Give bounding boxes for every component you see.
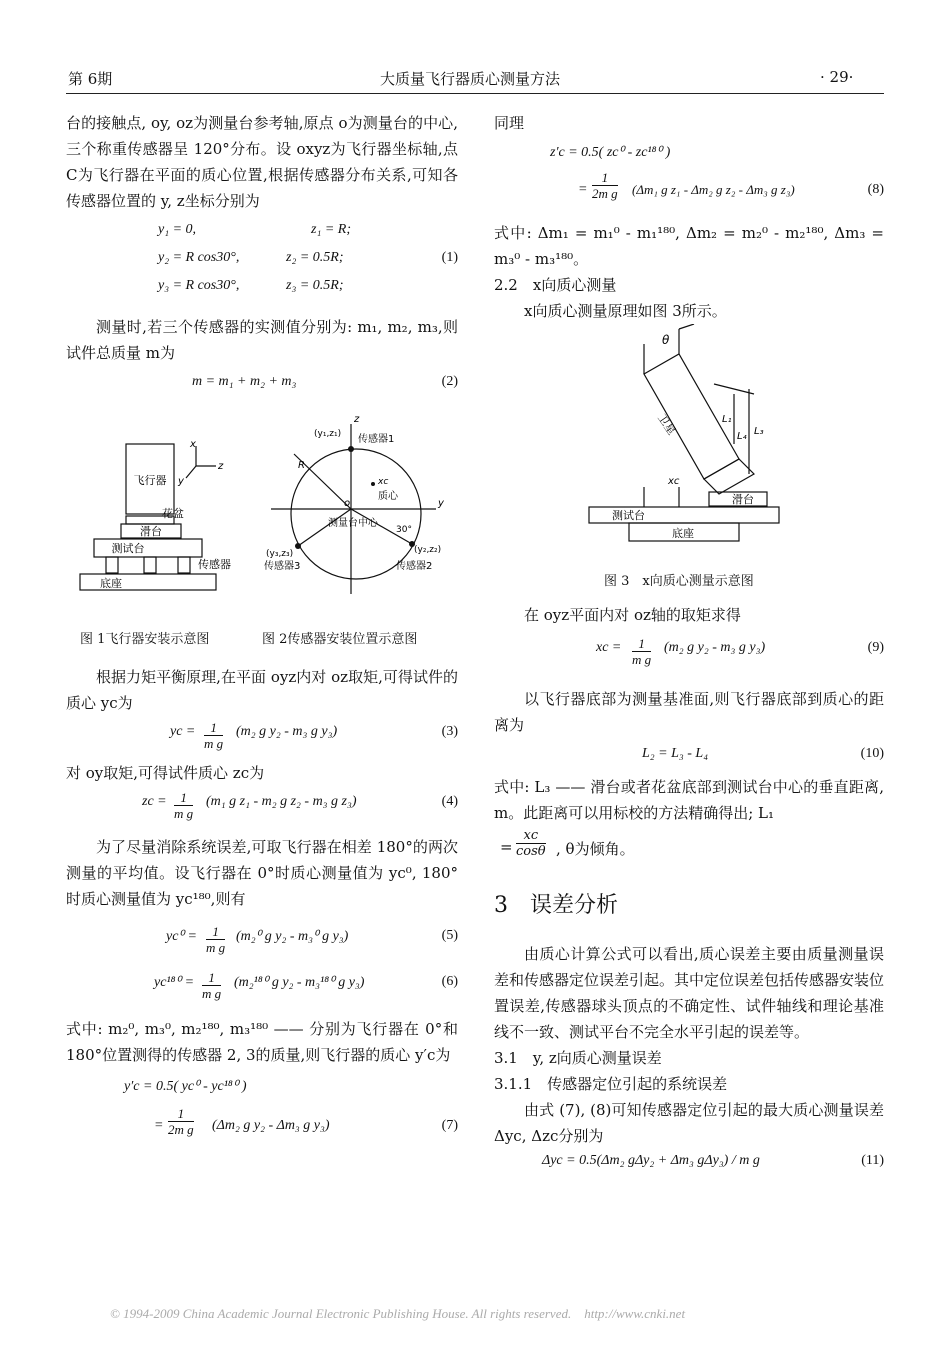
- fig3-theta: θ: [662, 333, 670, 347]
- eq6-number: (6): [441, 974, 458, 989]
- left-paragraph-5: 为了尽量消除系统误差,可取飞行器在相差 180°的两次测量的平均值。设飞行器在 0°时质心测量值为 yc⁰, 180°时质心测量值为 yc¹⁸⁰,则有: [66, 838, 458, 908]
- sensor-3-dot: [295, 543, 301, 549]
- eq4-den: m g: [174, 806, 194, 821]
- fig1-aircraft-label: 飞行器: [133, 474, 167, 487]
- issue-label: 第 6期: [68, 70, 113, 88]
- fig2-angle: 30°: [396, 525, 412, 535]
- fig2-R: R: [298, 460, 305, 471]
- eq6-den: m g: [202, 986, 222, 1001]
- figure-1-2-drawing: [66, 404, 458, 614]
- equation-5: [66, 920, 458, 966]
- eq9-den: m g: [632, 652, 652, 667]
- fig2-p1: (y₁,z₁): [314, 429, 342, 439]
- fig2-o: o: [344, 498, 351, 509]
- eq7-number: (7): [441, 1118, 458, 1133]
- sensor-1-dot: [348, 446, 354, 452]
- fig2-xc: xc: [378, 477, 389, 487]
- eq8-num: 1: [592, 170, 618, 186]
- p7-den: cosθ: [516, 844, 546, 859]
- sensor-foot-2: [144, 557, 156, 573]
- right-paragraph-9: 由式 (7), (8)可知传感器定位引起的最大质心测量误差 Δyc, Δzc分别为: [494, 1101, 884, 1145]
- p7-rest: , θ为倾角。: [556, 840, 635, 858]
- right-paragraph-5: 以飞行器底部为测量基准面,则飞行器底部到质心的距离为: [494, 690, 884, 734]
- fig1-base-label: 底座: [100, 577, 122, 590]
- left-paragraph-6: 式中: m₂⁰, m₃⁰, m₂¹⁸⁰, m₃¹⁸⁰ —— 分别为飞行器在 0°和 180°位置测得的传感器 2, 3的质量,则飞行器的质心 y′c为: [66, 1020, 458, 1064]
- eq4-rhs: (m₁ g z₁ - m₂ g z₂ - m₃ g z₃): [206, 794, 357, 809]
- eq3-num: 1: [204, 720, 223, 736]
- right-paragraph-1: 同理: [494, 114, 525, 132]
- eq1-z2: z₂ = 0.5R;: [286, 250, 344, 265]
- left-paragraph-4: 对 oy取矩,可得试件质心 zc为: [66, 764, 265, 782]
- fig2-sensor3: 传感器3: [264, 561, 301, 572]
- eq5-number: (5): [441, 928, 458, 943]
- equation-11: [494, 1149, 884, 1181]
- eq2-number: (2): [441, 374, 458, 389]
- fig2-z: z: [354, 414, 360, 425]
- eq7-num: 1: [168, 1106, 194, 1122]
- figure-2-caption: 图 2传感器安装位置示意图: [262, 632, 418, 647]
- eq5-den: m g: [206, 940, 226, 955]
- equation-10: [494, 738, 884, 774]
- satellite-base: [704, 459, 754, 494]
- eq8-eq: =: [578, 182, 588, 197]
- fig3-L1: L₁: [722, 414, 732, 425]
- figure-1-diagram: [80, 444, 216, 590]
- right-paragraph-3: x向质心测量原理如图 3所示。: [524, 302, 727, 320]
- journal-title: 大质量飞行器质心测量方法: [380, 70, 561, 88]
- eq6-num: 1: [202, 970, 221, 986]
- fig2-sensor1: 传感器1: [358, 434, 395, 445]
- equation-9: [494, 632, 884, 678]
- figure-3: [494, 324, 884, 592]
- eq1-number: (1): [441, 250, 458, 265]
- sensor-foot-1: [106, 557, 118, 573]
- eq9-number: (9): [867, 640, 884, 655]
- eq8-den: 2m g: [592, 186, 618, 201]
- section-3-1-1-heading: 3.1.1 传感器定位引起的系统误差: [494, 1075, 728, 1093]
- eq2-expr: m = m₁ + m₂ + m₃: [192, 374, 297, 389]
- eq4-lhs: zc =: [142, 794, 167, 809]
- eq7-line1: y′c = 0.5( yc⁰ - yc¹⁸⁰ ): [124, 1079, 247, 1094]
- eq8-number: (8): [867, 182, 884, 197]
- section-3-1-heading: 3.1 y, z向质心测量误差: [494, 1049, 662, 1067]
- eq1-y3: y₃ = R cos30°,: [158, 278, 240, 293]
- equation-7: [66, 1074, 458, 1154]
- figure-3-caption: 图 3 x向质心测量示意图: [604, 574, 754, 589]
- eq4-fraction: [174, 790, 193, 821]
- right-column: [494, 110, 884, 1181]
- eq9-fraction: [632, 636, 651, 667]
- eq1-z3: z₃ = 0.5R;: [286, 278, 344, 293]
- figure-3-drawing: [494, 324, 884, 560]
- eq3-lhs: yc =: [170, 724, 196, 739]
- eq8-fraction: [592, 170, 618, 201]
- fig1-z-axis: z: [218, 461, 224, 472]
- equation-4: [66, 786, 458, 834]
- left-column: [66, 110, 458, 1154]
- eq11-expr: Δyc = 0.5(Δm₂ gΔy₂ + Δm₃ gΔy₃) / m g: [542, 1153, 760, 1168]
- header-rule: [66, 93, 884, 94]
- right-paragraph-4: 在 oyz平面内对 oz轴的取矩求得: [524, 606, 741, 624]
- eq5-rhs: (m₂⁰ g y₂ - m₃⁰ g y₃): [236, 929, 349, 944]
- fig1-slide-label: 滑台: [140, 525, 162, 538]
- equation-8: [494, 136, 884, 214]
- right-paragraph-8: 由质心计算公式可以看出,质心误差主要由质量测量误差和传感器定位误差引起。其中定位误差包括传感器安装位置误差,传感器球头顶点的不确定性、试件轴线和理论基准线不一致、测试平台不完全水平引起的误差等。: [494, 945, 885, 1041]
- fig1-basin-label: 花盆: [162, 507, 184, 520]
- section-3-heading: 3 误差分析: [494, 893, 618, 918]
- eq1-z1: z₁ = R;: [311, 222, 351, 237]
- eq5-fraction: [206, 924, 225, 955]
- page-number: · 29·: [820, 68, 854, 86]
- eq6-fraction: [202, 970, 221, 1001]
- fig3-satellite: 卫星: [654, 411, 679, 438]
- eq3-rhs: (m₂ g y₂ - m₃ g y₃): [236, 724, 338, 739]
- fig2-y: y: [438, 498, 444, 509]
- sensor-foot-3: [178, 557, 190, 573]
- copyright-footer: © 1994-2009 China Academic Journal Electronic Publishing House. All rights reserved. http://www.cnki.net: [110, 1306, 686, 1321]
- eq6-lhs: yc¹⁸⁰ =: [154, 975, 195, 990]
- eq5-lhs: yc⁰ =: [166, 929, 197, 944]
- fig1-x-axis: x: [190, 439, 196, 450]
- eq4-number: (4): [441, 794, 458, 809]
- fig1-test-table-label: 测试台: [111, 542, 145, 555]
- eq9-lhs: xc =: [596, 640, 622, 655]
- sensor-circle: [291, 449, 421, 579]
- eq6-rhs: (m₂¹⁸⁰ g y₂ - m₃¹⁸⁰ g y₃): [234, 975, 365, 990]
- eq7-eq: =: [154, 1118, 164, 1133]
- fig3-test-table: 测试台: [612, 509, 645, 522]
- fig3-slide: 滑台: [732, 493, 754, 506]
- equation-6: [66, 966, 458, 1016]
- right-paragraph-7: [494, 826, 884, 866]
- eq9-num: 1: [632, 636, 651, 652]
- fig3-L3: L₃: [754, 426, 764, 437]
- fig2-p3: (y₃,z₃): [266, 549, 294, 559]
- test-table-box: [94, 539, 202, 557]
- eq7-rhs: (Δm₂ g y₂ - Δm₃ g y₃): [212, 1118, 330, 1133]
- eq8-rhs: (Δm₁ g z₁ - Δm₂ g z₂ - Δm₃ g z₃): [632, 182, 795, 197]
- fig3-base: 底座: [672, 527, 694, 540]
- left-paragraph-1: 台的接触点, oy, oz为测量台参考轴,原点 o为测量台的中心,三个称重传感器呈 120°分布。设 oxyz为飞行器坐标轴,点 C为飞行器在平面的质心位置,根据传感器分布关系,可知各传感器位置的 y, z坐标分别为: [66, 114, 458, 210]
- fig3-xc: xc: [668, 476, 680, 487]
- eq7-den: 2m g: [168, 1122, 194, 1137]
- eq8-line1: z′c = 0.5( zc⁰ - zc¹⁸⁰ ): [550, 145, 671, 160]
- fig3-L4: L₄: [737, 431, 747, 442]
- fig1-y-axis: y: [178, 476, 184, 487]
- fig2-center: 测量台中心: [328, 518, 378, 529]
- equation-3: [66, 716, 458, 760]
- centroid-dot: [371, 482, 375, 486]
- figure-1-2: [66, 404, 458, 652]
- eq9-rhs: (m₂ g y₂ - m₃ g y₃): [664, 640, 766, 655]
- eq7-fraction: [168, 1106, 194, 1137]
- equation-2: [66, 366, 458, 398]
- equation-1: [66, 222, 458, 312]
- right-paragraph-2: 式中: Δm₁ = m₁⁰ - m₁¹⁸⁰, Δm₂ = m₂⁰ - m₂¹⁸⁰, Δm₃ = m₃⁰ - m₃¹⁸⁰。: [494, 224, 884, 268]
- eq11-number: (11): [861, 1153, 884, 1168]
- fig2-sensor2: 传感器2: [396, 561, 433, 572]
- eq3-den: m g: [204, 736, 224, 751]
- eq10-expr: L₂ = L₃ - L₄: [642, 746, 709, 761]
- figure-1-caption: 图 1飞行器安装示意图: [80, 632, 210, 647]
- right-paragraph-6: 式中: L₃ —— 滑台或者花盆底部到测试台中心的垂直距离, m。此距离可以用标校的方法精确得出; L₁: [494, 778, 884, 822]
- eq5-num: 1: [206, 924, 225, 940]
- fig1-sensor-label: 传感器: [198, 558, 231, 571]
- eq1-y2: y₂ = R cos30°,: [158, 250, 240, 265]
- fig2-centroid: 质心: [378, 491, 398, 502]
- left-paragraph-2: 测量时,若三个传感器的实测值分别为: m₁, m₂, m₃,则试件总质量 m为: [66, 318, 458, 362]
- eq3-fraction: [204, 720, 223, 751]
- left-paragraph-3: 根据力矩平衡原理,在平面 oyz内对 oz取矩,可得试件的质心 yc为: [66, 668, 458, 712]
- eq10-number: (10): [860, 746, 884, 761]
- eq4-num: 1: [174, 790, 193, 806]
- eq3-number: (3): [441, 724, 458, 739]
- section-2-2-heading: 2.2 x向质心测量: [494, 276, 617, 294]
- eq1-y1: y₁ = 0,: [158, 222, 197, 237]
- p7-eq: =: [500, 838, 513, 856]
- p7-fraction: [516, 828, 546, 859]
- fig2-p2: (y₂,z₂): [414, 545, 442, 555]
- p7-num: xc: [516, 828, 546, 844]
